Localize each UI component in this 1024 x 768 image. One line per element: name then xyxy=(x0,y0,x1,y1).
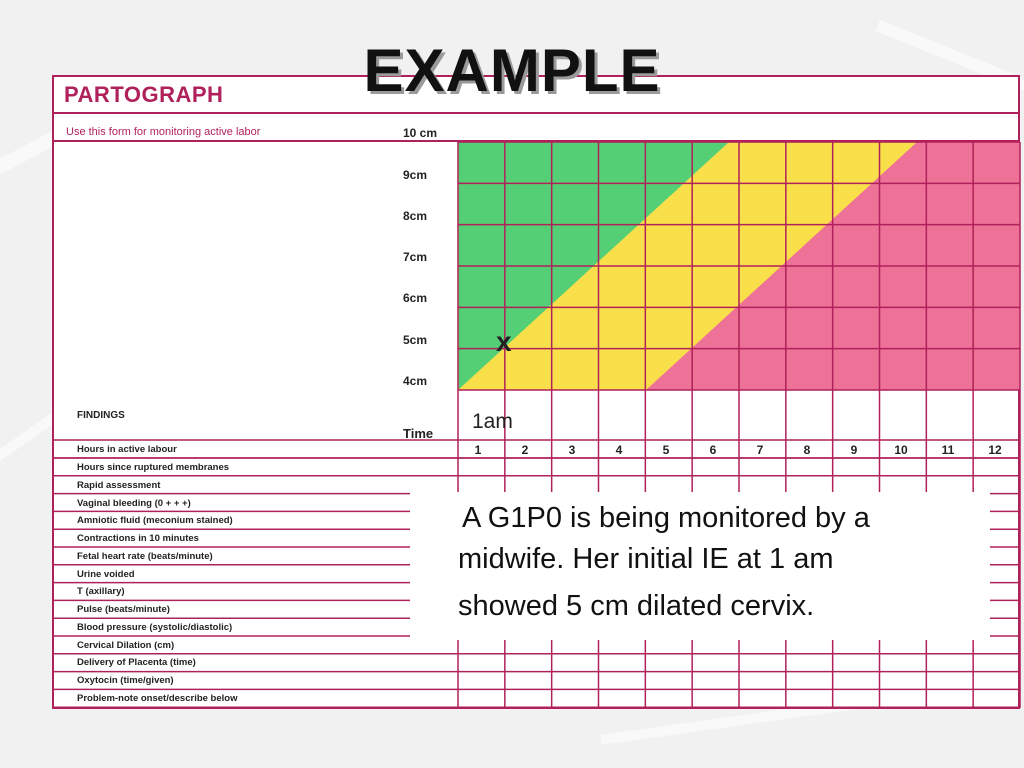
hour-label-6: 6 xyxy=(709,443,717,457)
hour-label-7: 7 xyxy=(756,443,764,457)
row-label-fetal-heart-rate: Fetal heart rate (beats/minute) xyxy=(77,551,213,562)
hour-label-4: 4 xyxy=(615,443,623,457)
hour-label-11: 11 xyxy=(941,443,955,457)
row-label-rapid-assessment: Rapid assessment xyxy=(77,480,161,491)
dilation-mark-x: x xyxy=(496,326,512,357)
row-label-problem-note: Problem-note onset/describe below xyxy=(77,693,238,704)
hour-label-1: 1 xyxy=(474,443,482,457)
hour-label-9: 9 xyxy=(850,443,858,457)
row-label-urine-voided: Urine voided xyxy=(77,569,135,580)
hour-label-12: 12 xyxy=(988,443,1002,457)
form-header-divider xyxy=(52,112,1020,114)
row-label-hours-ruptured-membranes: Hours since ruptured membranes xyxy=(77,462,230,473)
form-title: PARTOGRAPH xyxy=(64,82,224,107)
dilation-label-8cm: 8cm xyxy=(403,209,428,223)
dilation-label-6cm: 6cm xyxy=(403,291,428,305)
findings-label: FINDINGS xyxy=(77,410,125,421)
row-label-hours-active-labour: Hours in active labour xyxy=(77,444,177,455)
hour-label-2: 2 xyxy=(521,443,529,457)
caption-line-1: A G1P0 is being monitored by a xyxy=(462,502,870,534)
row-label-contractions: Contractions in 10 minutes xyxy=(77,533,199,544)
row-label-cervical-dilation: Cervical Dilation (cm) xyxy=(77,640,175,651)
dilation-label-4cm: 4cm xyxy=(403,374,428,388)
time-label: Time xyxy=(403,426,434,441)
dilation-label-9cm: 9cm xyxy=(403,168,428,182)
row-label-delivery-placenta: Delivery of Placenta (time) xyxy=(77,657,196,668)
hour-label-8: 8 xyxy=(803,443,811,457)
dilation-label-5cm: 5cm xyxy=(403,333,428,347)
case-caption-box xyxy=(410,492,990,640)
caption-line-3: showed 5 cm dilated cervix. xyxy=(458,590,815,622)
caption-line-2: midwife. Her initial IE at 1 am xyxy=(458,543,834,575)
row-label-vaginal-bleeding: Vaginal bleeding (0 + + +) xyxy=(77,498,191,509)
form-instruction: Use this form for monitoring active labor xyxy=(66,126,261,138)
row-label-temperature: T (axillary) xyxy=(77,586,125,597)
dilation-label-7cm: 7cm xyxy=(403,250,428,264)
hour-label-5: 5 xyxy=(662,443,670,457)
row-label-oxytocin: Oxytocin (time/given) xyxy=(77,675,174,686)
row-label-amniotic-fluid: Amniotic fluid (meconium stained) xyxy=(77,515,233,526)
time-entry-1am: 1am xyxy=(472,410,513,433)
slide-title: EXAMPLE xyxy=(363,37,661,104)
dilation-label-10cm: 10 cm xyxy=(403,126,438,140)
hour-label-10: 10 xyxy=(894,443,908,457)
form-instruction-divider xyxy=(52,140,1020,142)
row-label-pulse: Pulse (beats/minute) xyxy=(77,604,170,615)
row-label-blood-pressure: Blood pressure (systolic/diastolic) xyxy=(77,622,233,633)
hour-label-3: 3 xyxy=(568,443,576,457)
